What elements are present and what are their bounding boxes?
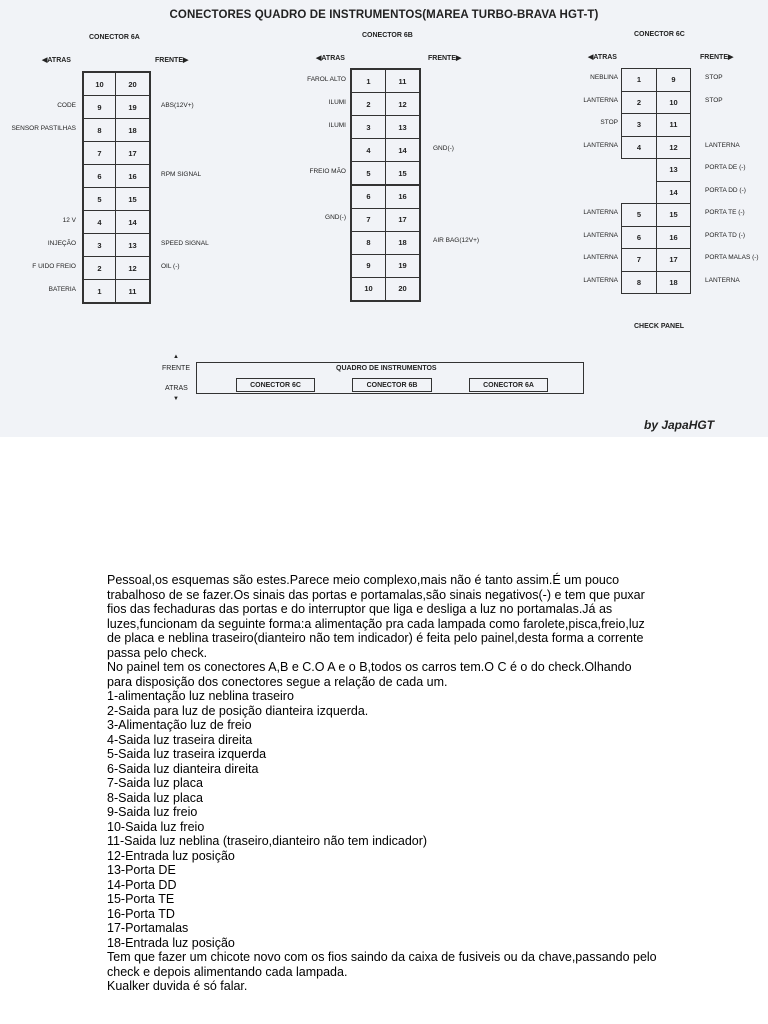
post-line: 6-Saida luz dianteira direita — [107, 761, 259, 776]
post-line: 3-Alimentação luz de freio — [107, 718, 252, 732]
pin-cell: 1 — [351, 69, 386, 93]
pin-cell: 15 — [656, 203, 691, 227]
arrow-down-icon: ▼ — [173, 396, 179, 402]
connector-6c-atras: ◀ATRAS — [588, 54, 617, 61]
pin-cell: 5 — [351, 161, 386, 185]
pin-cell: 10 — [656, 91, 691, 115]
post-line: passa pelo check. — [107, 645, 208, 660]
slot-connector-6c: CONECTOR 6C — [236, 378, 315, 392]
post-line: trabalhoso de se fazer.Os sinais das portas e portamalas,são sinais negativos(-) e tem que puxar — [107, 587, 645, 602]
pin-cell: 13 — [115, 233, 150, 257]
post-line: 1-alimentação luz neblina traseiro — [107, 689, 294, 703]
pin-left-label: LANTERNA — [583, 141, 618, 149]
post-line: Kualker duvida é só falar. — [107, 979, 248, 993]
pin-cell: 2 — [351, 92, 386, 116]
pin-cell: 15 — [385, 161, 420, 185]
connector-6a-frente: FRENTE▶ — [155, 57, 189, 64]
pin-cell: 10 — [83, 72, 116, 96]
pin-cell: 4 — [83, 210, 116, 234]
pin-left-label: FAROL ALTO — [307, 75, 346, 83]
pin-cell: 20 — [115, 72, 150, 96]
pin-cell: 19 — [115, 95, 150, 119]
pin-left-label: CODE — [57, 101, 76, 109]
post-line: de placa e neblina traseiro(dianteiro não tem indicador) é feita pelo painel,desta forma a corrente — [107, 631, 644, 645]
pin-cell: 6 — [621, 226, 657, 250]
slot-connector-6b: CONECTOR 6B — [352, 378, 432, 392]
pin-cell: 7 — [83, 141, 116, 165]
pin-left-label: F UIDO FREIO — [32, 262, 76, 270]
pin-cell: 6 — [83, 164, 116, 188]
post-line: check e depois alimentando cada lampada. — [107, 964, 348, 979]
connector-diagram-image — [0, 0, 768, 437]
pin-cell: 5 — [83, 187, 116, 211]
connector-6c-title: CONECTOR 6C — [634, 31, 685, 38]
pin-left-label: GND(-) — [325, 214, 346, 222]
post-line: para disposição dos conectores segue a relação de cada um. — [107, 674, 448, 689]
pin-cell: 14 — [385, 138, 420, 162]
pin-cell: 8 — [351, 231, 386, 255]
pin-left-label: LANTERNA — [583, 231, 618, 239]
pin-right-label: STOP — [705, 96, 723, 104]
connector-6a-atras: ◀ATRAS — [42, 57, 71, 64]
post-line: luzes,funcionam da seguinte forma:a alimentação pra cada lampada como farolete,pisca,freio,luz — [107, 616, 645, 631]
pin-right-label: PORTA TE (-) — [705, 209, 745, 217]
pin-cell: 19 — [385, 254, 420, 278]
pin-left-label: BATERIA — [48, 285, 76, 293]
pin-cell: 7 — [621, 248, 657, 272]
pin-cell: 2 — [83, 256, 116, 280]
pin-cell: 12 — [115, 256, 150, 280]
arrow-up-icon: ▲ — [173, 354, 179, 360]
pin-left-label: 12 V — [62, 216, 76, 224]
post-line: 13-Porta DE — [107, 863, 176, 877]
connector-outline — [82, 71, 151, 304]
post-line: fios das fechaduras das portas e do interruptor que liga e desliga a luz no portamalas.Já as — [107, 602, 613, 616]
pin-left-label: NEBLINA — [590, 74, 618, 82]
diagram-title: CONECTORES QUADRO DE INSTRUMENTOS(MAREA TURBO-BRAVA HGT-T) — [169, 9, 599, 21]
connector-6b-title: CONECTOR 6B — [362, 32, 413, 39]
pin-cell: 18 — [115, 118, 150, 142]
pin-cell: 8 — [83, 118, 116, 142]
pin-right-label: GND(-) — [433, 144, 454, 152]
pin-cell: 3 — [83, 233, 116, 257]
post-body — [107, 573, 677, 994]
pin-cell: 8 — [621, 271, 657, 295]
pin-left-label: LANTERNA — [583, 209, 618, 217]
post-line: 14-Porta DD — [107, 877, 177, 892]
pin-cell: 2 — [621, 91, 657, 115]
pin-left-label: INJEÇÃO — [47, 239, 76, 247]
pin-cell: 3 — [351, 115, 386, 139]
pin-cell: 15 — [115, 187, 150, 211]
post-line: 15-Porta TE — [107, 892, 175, 906]
pin-left-label: ILUMI — [328, 121, 346, 129]
pin-cell: 16 — [385, 185, 420, 209]
pin-cell: 5 — [621, 203, 657, 227]
post-line: 12-Entrada luz posição — [107, 848, 235, 863]
post-line: 11-Saida luz neblina (traseiro,dianteiro não tem indicador) — [107, 834, 428, 848]
pin-cell: 10 — [351, 277, 386, 301]
pin-cell: 13 — [656, 158, 691, 182]
pin-cell: 12 — [656, 136, 691, 160]
pin-cell: 9 — [656, 68, 691, 92]
pin-cell: 4 — [621, 136, 657, 160]
pin-cell: 16 — [656, 226, 691, 250]
connector-6b-atras: ◀ATRAS — [316, 55, 345, 62]
pin-cell: 7 — [351, 208, 386, 232]
pin-cell: 1 — [621, 68, 657, 92]
pin-right-label: ABS(12V+) — [161, 101, 194, 109]
pin-cell: 4 — [351, 138, 386, 162]
post-line: Pessoal,os esquemas são estes.Parece meio complexo,mais não é tanto assim.É um pouco — [107, 573, 620, 587]
post-line: 9-Saida luz freio — [107, 805, 198, 819]
atras-label: ATRAS — [165, 385, 188, 392]
pin-cell: 12 — [385, 92, 420, 116]
pin-left-label: STOP — [600, 119, 618, 127]
pin-cell: 11 — [656, 113, 691, 137]
post-line: 4-Saida luz traseira direita — [107, 732, 253, 747]
pin-right-label: SPEED SIGNAL — [161, 239, 209, 247]
pin-cell: 20 — [385, 277, 420, 301]
post-line: 5-Saida luz traseira izquerda — [107, 747, 267, 761]
pin-cell: 18 — [656, 271, 691, 295]
connector-6a-title: CONECTOR 6A — [89, 34, 140, 41]
pin-right-label: AIR BAG(12V+) — [433, 237, 480, 245]
post-line: Tem que fazer um chicote novo com os fios saindo da caixa de fusiveis ou da chave,passando pelo — [107, 950, 657, 964]
post-line: 18-Entrada luz posição — [107, 935, 235, 950]
pin-cell: 14 — [115, 210, 150, 234]
pin-right-label: PORTA TD (-) — [705, 231, 746, 239]
pin-cell: 18 — [385, 231, 420, 255]
pin-right-label: PORTA MALAS (-) — [705, 254, 759, 262]
pin-cell: 9 — [351, 254, 386, 278]
pin-left-label: FREIO MÃO — [309, 167, 346, 175]
credit-label: by JapaHGT — [644, 418, 715, 432]
post-line: 17-Portamalas — [107, 921, 189, 935]
pin-right-label: PORTA DD (-) — [705, 186, 746, 194]
pin-right-label: STOP — [705, 74, 723, 82]
instrument-panel-title: QUADRO DE INSTRUMENTOS — [336, 365, 437, 372]
pin-cell: 11 — [385, 69, 420, 93]
post-line: 8-Saida luz placa — [107, 790, 203, 805]
pin-cell: 17 — [385, 208, 420, 232]
pin-cell: 17 — [656, 248, 691, 272]
pin-right-label: RPM SIGNAL — [161, 170, 202, 178]
pin-cell: 17 — [115, 141, 150, 165]
pin-left-label: ILUMI — [328, 98, 346, 106]
pin-right-label: LANTERNA — [705, 141, 740, 149]
frente-label: FRENTE — [162, 365, 190, 372]
pin-right-label: OIL (-) — [161, 262, 180, 270]
pin-left-label: SENSOR PASTILHAS — [11, 124, 76, 132]
connector-6b-frente: FRENTE▶ — [428, 55, 462, 62]
pin-cell: 16 — [115, 164, 150, 188]
post-line: 16-Porta TD — [107, 906, 175, 921]
pin-left-label: LANTERNA — [583, 254, 618, 262]
pin-right-label: PORTA DE (-) — [705, 164, 746, 172]
connector-6c-frente: FRENTE▶ — [700, 54, 734, 61]
pin-cell: 9 — [83, 95, 116, 119]
pin-cell: 6 — [351, 185, 386, 209]
pin-left-label: LANTERNA — [583, 276, 618, 284]
pin-cell: 1 — [83, 279, 116, 303]
check-panel-label: CHECK PANEL — [634, 323, 685, 330]
pin-cell: 14 — [656, 181, 691, 205]
pin-cell: 3 — [621, 113, 657, 137]
slot-connector-6a: CONECTOR 6A — [469, 378, 548, 392]
pin-right-label: LANTERNA — [705, 276, 740, 284]
pin-left-label: LANTERNA — [583, 96, 618, 104]
pin-cell: 13 — [385, 115, 420, 139]
post-line: 10-Saida luz freio — [107, 819, 205, 834]
post-line: No painel tem os conectores A,B e C.O A e o B,todos os carros tem.O C é o do check.Olhando — [107, 660, 632, 674]
pin-cell: 11 — [115, 279, 150, 303]
post-line: 7-Saida luz placa — [107, 776, 203, 790]
connector-outline — [350, 68, 421, 302]
post-line: 2-Saida para luz de posição dianteira izquerda. — [107, 703, 369, 718]
